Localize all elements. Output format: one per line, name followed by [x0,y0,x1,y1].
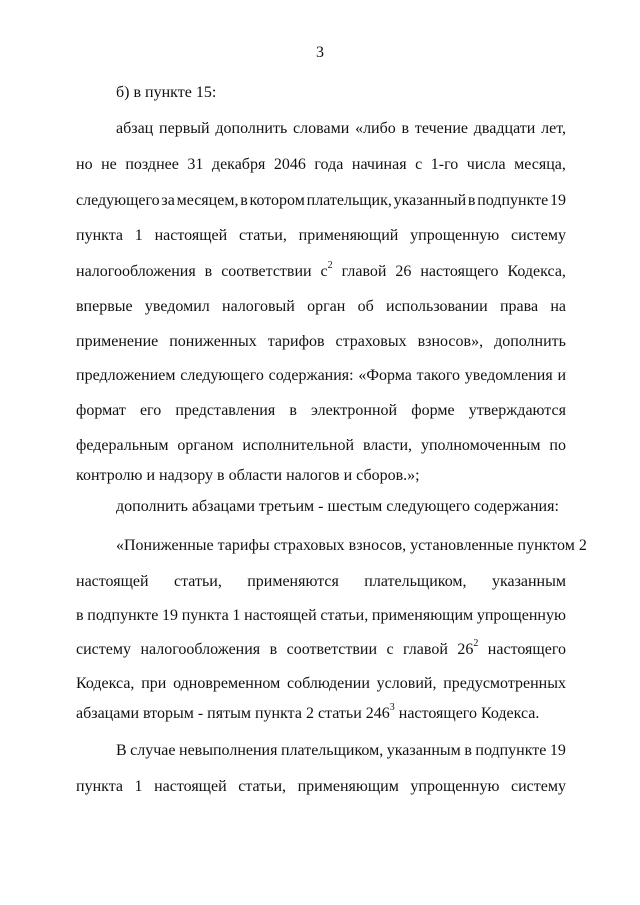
word: упрощенную [410,227,500,244]
word: в [204,263,213,280]
word: абзацами [191,498,255,515]
word: в [289,402,297,419]
text-line [76,297,566,317]
word: формат [76,402,126,419]
word: в [240,192,248,209]
text-line [76,436,566,456]
word: органом [177,437,234,454]
word: статьи, [173,573,222,590]
word: плательщиком, [364,573,467,590]
word: $246^3$ [365,701,395,722]
word: статьи, [239,227,287,244]
word: уполномоченным [420,437,541,454]
word: б) [116,84,130,101]
word: уведомил [144,298,210,315]
word: настоящего [398,705,477,722]
word: $с^2$ [320,259,333,280]
word: лет, [541,120,566,137]
text-line [76,366,566,386]
word: права [499,298,539,315]
word: систему [510,778,566,795]
word: в [76,607,84,624]
word: контролю [76,467,143,484]
word: одновременном [173,675,281,692]
word: пунктом [517,537,575,554]
word: указанным [491,573,566,590]
word: подпункте [87,607,159,624]
word: налогообложения [140,641,261,658]
word: плательщиком, [280,742,384,759]
word: подпункте [477,192,549,209]
text-line [76,741,566,761]
word: применяются [247,573,339,590]
word: на [550,298,566,315]
text-line [76,674,566,694]
word: в [467,192,476,209]
word: по [549,437,566,454]
word: но [76,156,93,173]
word: налоговый [222,298,295,315]
word: применение [76,333,159,350]
word: настоящей [76,573,149,590]
word: 1 [134,227,143,244]
word: такого [416,367,461,384]
text-line [76,536,587,556]
word: $26^2$ [457,637,479,658]
word: дополнить [116,498,188,515]
text-line [76,332,566,352]
superscript: 2 [473,637,479,649]
word: тарифы [217,537,270,554]
word: первый [159,120,210,137]
word: Кодекса, [507,263,566,280]
word: исполнительной [242,437,355,454]
word: в [269,641,278,658]
word: В [116,742,127,759]
word: предложением [76,367,176,384]
word: главой [341,263,387,280]
text-line [76,401,566,421]
word: следующего [180,367,264,384]
word: в [464,742,472,759]
word: упрощенную [476,607,566,624]
word: об [357,298,374,315]
word: и [557,367,566,384]
word: 31 [187,156,204,173]
word: пункте [145,84,192,101]
word: статьи [317,705,362,722]
word: указанным [386,742,461,759]
word: позднее [125,156,179,173]
word: числа [466,156,506,173]
text-line [76,497,566,517]
text-line [76,226,566,246]
word: форме [411,402,455,419]
word: налогов [286,467,340,484]
text-line [76,701,566,724]
superscript: 3 [389,701,395,713]
word: 15: [195,84,217,101]
word: систему [511,227,566,244]
word: месяцем, [176,192,239,209]
word: в [217,467,225,484]
word: абзац [116,120,154,137]
text-line [76,606,566,626]
word: плательщик, [306,192,392,209]
word: словами [293,120,350,137]
word: 19 [549,742,566,759]
word: 19 [549,192,566,209]
word: настоящей [154,778,227,795]
word: невыполнения [179,742,278,759]
word: власти, [362,437,413,454]
word: соответствии [286,641,378,658]
word: надзору [159,467,214,484]
word: течение [414,120,468,137]
text-line [76,777,566,797]
word: года [314,156,344,173]
word: применяющий [298,227,399,244]
word: соблюдении [286,675,370,692]
word: орган [307,298,346,315]
word: уведомления [464,367,553,384]
word: его [139,402,162,419]
text-line [76,637,566,660]
text-line [76,259,566,282]
word: 1 [232,607,241,624]
word: абзацами [76,705,140,722]
word: 26 [395,263,412,280]
word: систему [76,641,131,658]
word: пункта [181,607,229,624]
word: 2 [578,537,587,554]
word: и [146,467,155,484]
word: страховых [335,333,407,350]
word: случае [130,742,176,759]
word: взносов, [348,537,407,554]
word: третьим [258,498,315,515]
word: 1 [134,778,143,795]
word: и [343,467,353,484]
word: котором [249,192,305,209]
word: применяющим [371,607,474,624]
word: страховых [273,537,345,554]
word: настоящего [420,263,499,280]
word: вторым [143,705,194,722]
text-line [76,119,566,139]
word: использовании [386,298,488,315]
word: за [161,192,175,209]
text-line [76,155,566,175]
word: в [401,120,410,137]
word: налогообложения [76,263,196,280]
word: двадцати [473,120,536,137]
word: области [228,467,283,484]
text-line [76,572,566,592]
word: с [386,641,394,658]
word: электронной [311,402,398,419]
word: пониженных [169,333,257,350]
word: тарифов [267,333,325,350]
word: пункта [254,705,302,722]
word: настоящей [154,227,228,244]
word: дополнить [215,120,288,137]
word: шестым [327,498,383,515]
word: главой [403,641,448,658]
word: федеральным [76,437,169,454]
word: применяющим [297,778,399,795]
word: представления [175,402,276,419]
word: Кодекса, [76,675,135,692]
word: - [318,498,324,515]
word: Кодекса. [480,705,540,722]
word: при [141,675,167,692]
word: сборов.»; [356,467,420,484]
text-line [76,191,566,211]
superscript: 2 [327,259,333,271]
word: настоящей [244,607,317,624]
word: упрощенную [410,778,500,795]
word: настоящего [487,641,566,658]
word: «Пониженные [116,537,214,554]
word: подпункте [475,742,547,759]
word: с [415,156,423,173]
text-line [76,83,566,103]
word: утверждаются [468,402,566,419]
word: начиная [351,156,407,173]
word: установленные [410,537,514,554]
word: пункта [76,227,123,244]
word: - [197,705,204,722]
word: дополнить [494,333,566,350]
word: 2 [305,705,314,722]
word: «либо [355,120,396,137]
word: статьи, [238,778,287,795]
word: в [133,84,142,101]
word: «Форма [358,367,412,384]
word: 1-го [430,156,459,173]
word: взносов», [417,333,484,350]
word: пятым [207,705,251,722]
word: впервые [76,298,133,315]
text-line [76,466,566,486]
word: 2046 [273,156,306,173]
word: указанный [393,192,467,209]
word: 19 [162,607,178,624]
word: следующего [386,498,470,515]
word: месяца, [514,156,566,173]
word: следующего [76,192,160,209]
word: декабря [211,156,266,173]
page-number: 3 [316,44,324,61]
word: не [101,156,117,173]
word: соответствии [221,263,312,280]
word: пункта [76,778,123,795]
word: содержания: [473,498,559,515]
word: содержания: [268,367,354,384]
word: условий, [376,675,437,692]
word: предусмотренных [443,675,566,692]
word: статьи, [320,607,369,624]
